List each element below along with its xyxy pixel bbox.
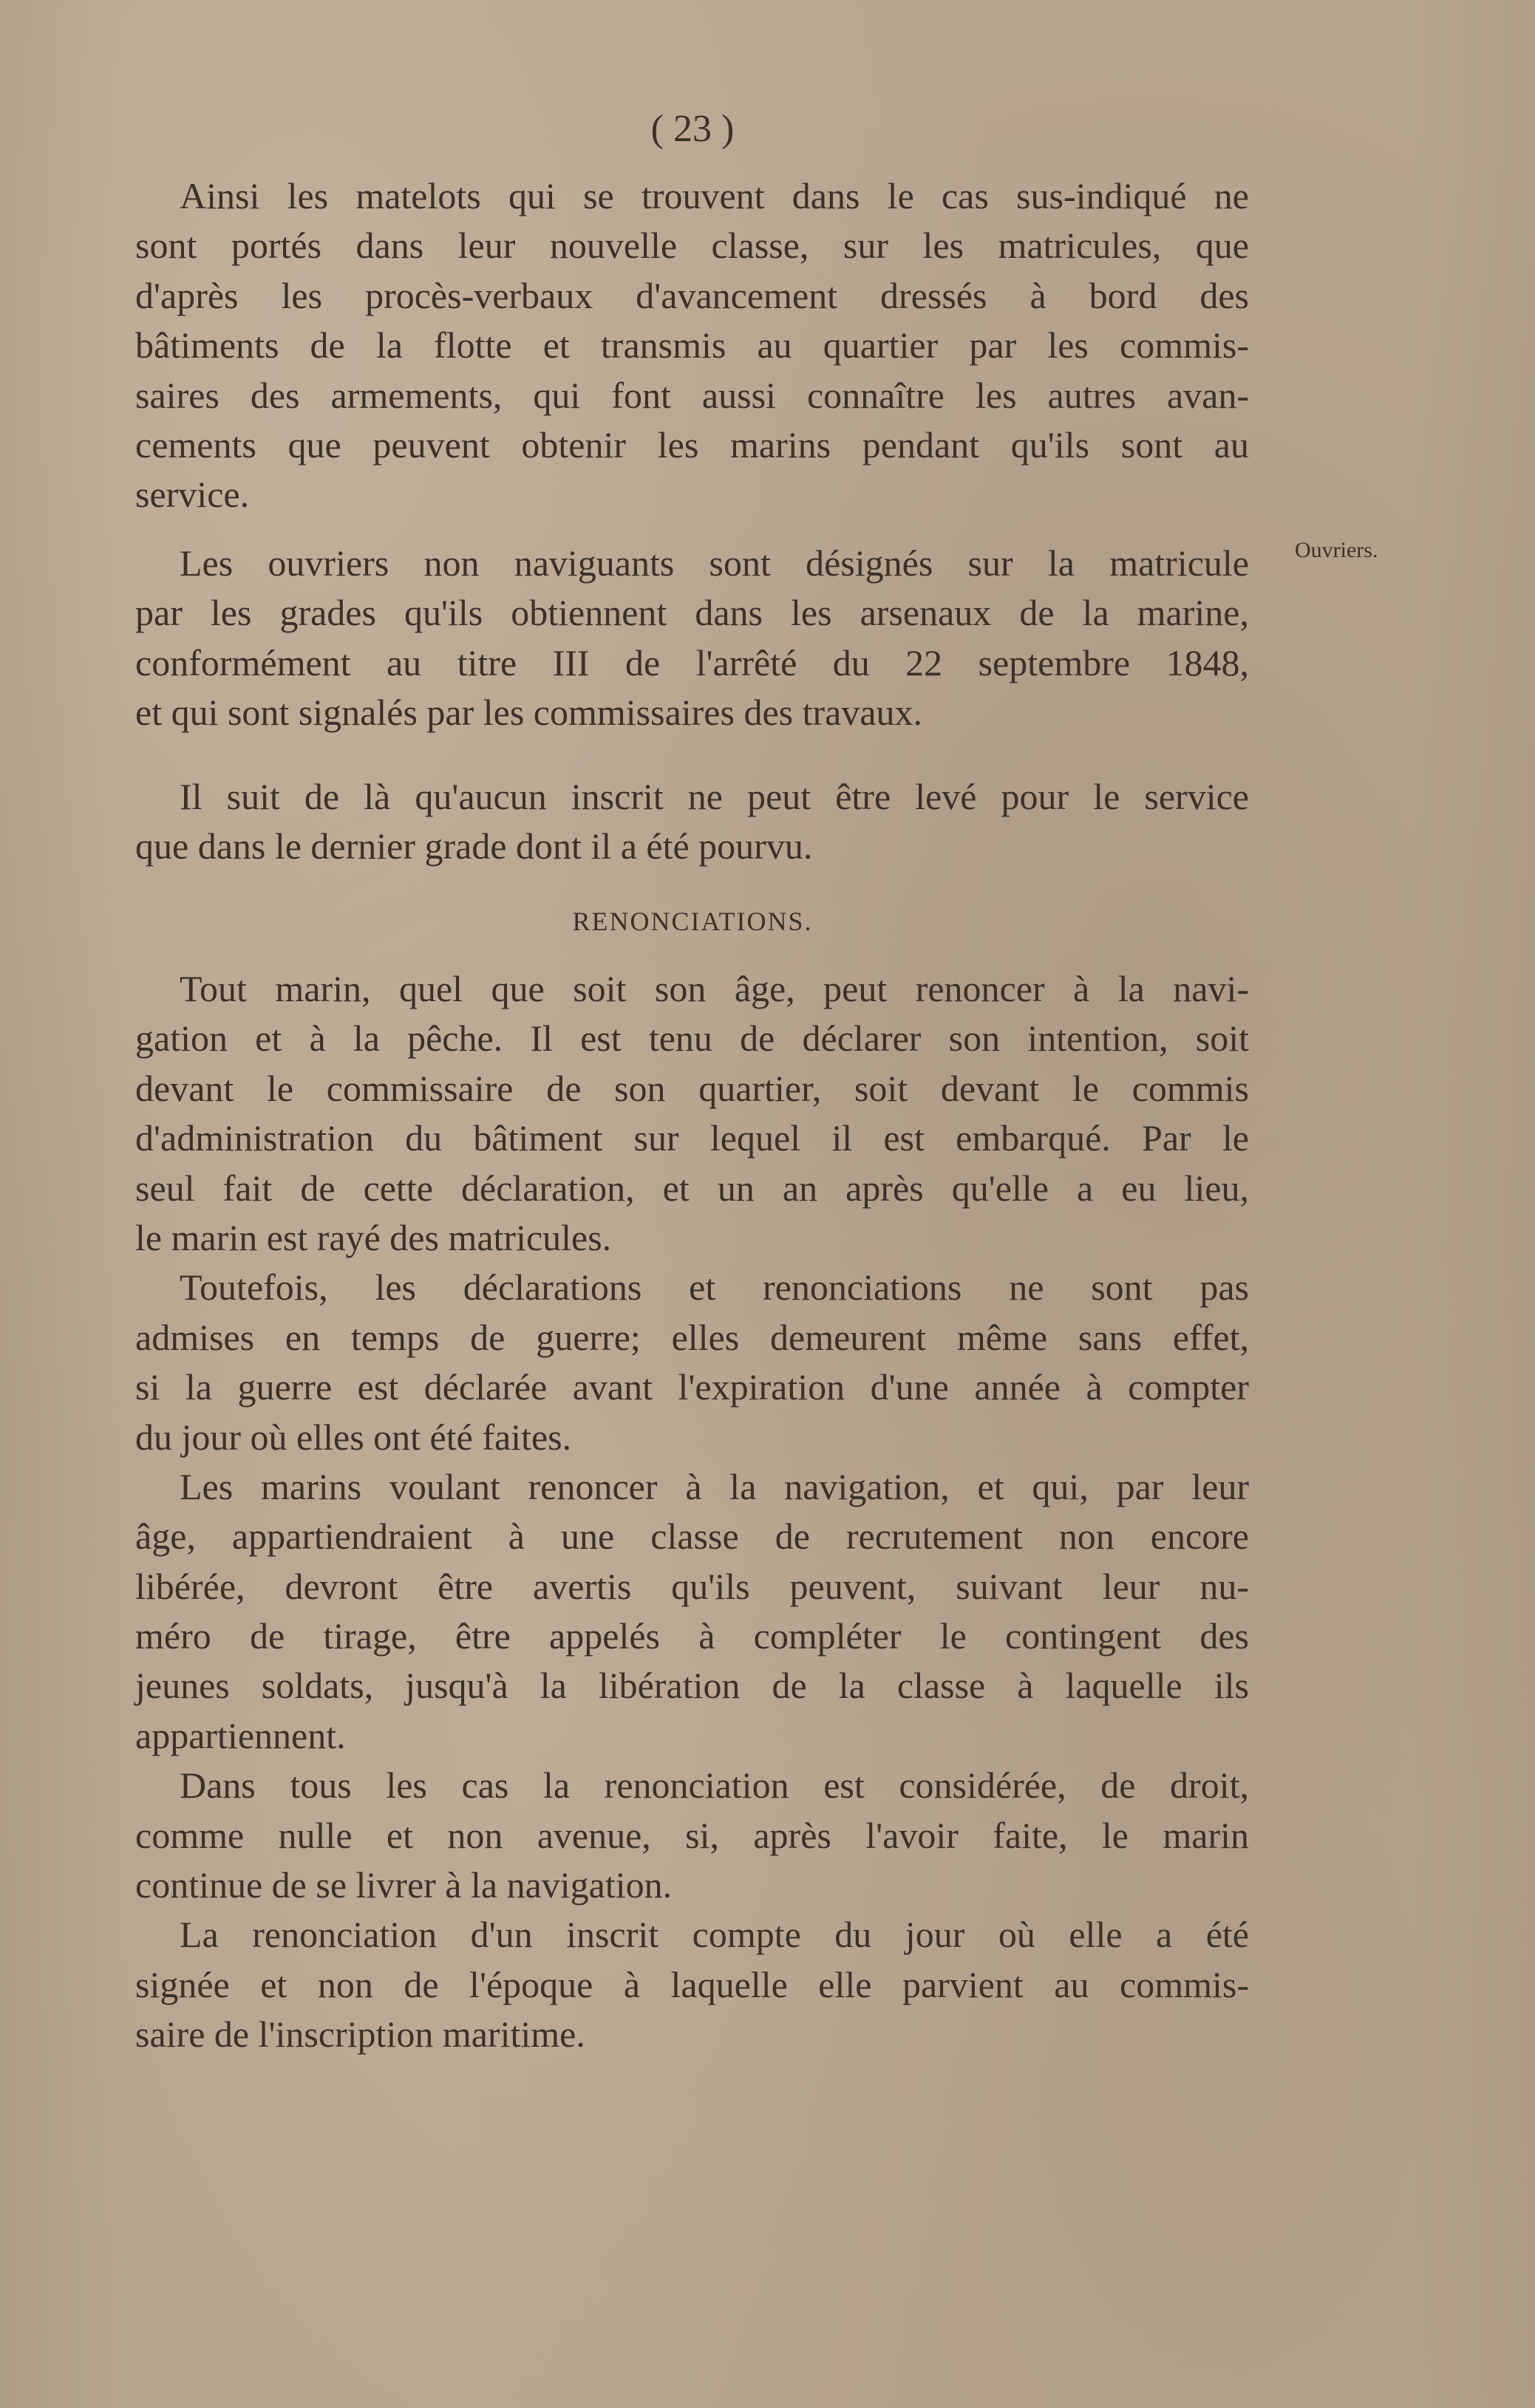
text-line: saires des armements, qui font aussi connaître les autres avan- <box>135 374 1249 416</box>
text-line: signée et non de l'époque à laquelle elle parvient au commis- <box>135 1963 1249 2005</box>
text-line: La renonciation d'un inscrit compte du jour où elle a été <box>180 1914 1249 1956</box>
text-line: admises en temps de guerre; elles demeurent même sans effet, <box>135 1316 1249 1358</box>
text-line: âge, appartiendraient à une classe de recrutement non encore <box>135 1515 1249 1558</box>
text-line: par les grades qu'ils obtiennent dans les arsenaux de la marine, <box>135 592 1249 634</box>
text-line: Toutefois, les déclarations et renonciations ne sont pas <box>180 1266 1249 1309</box>
margin-note: Ouvriers. <box>1295 538 1378 562</box>
text-line: Tout marin, quel que soit son âge, peut renoncer à la navi- <box>180 968 1249 1009</box>
text-line: d'après les procès-verbaux d'avancement dressés à bord des <box>135 274 1249 316</box>
text-block-2 <box>135 539 1249 738</box>
paragraph <box>135 171 1249 520</box>
text-line: Il suit de là qu'aucun inscrit ne peut être levé pour le service <box>180 776 1249 817</box>
paragraph <box>135 1910 1249 2059</box>
paragraph <box>135 539 1249 738</box>
text-block-1 <box>135 171 1249 520</box>
text-line: cements que peuvent obtenir les marins pendant qu'ils sont au <box>135 423 1249 465</box>
text-block-4 <box>135 964 1249 2060</box>
text-line: et qui sont signalés par les commissaires des travaux. <box>135 692 923 734</box>
paragraph <box>135 772 1249 872</box>
text-line: si la guerre est déclarée avant l'expiration d'une année à compter <box>135 1366 1249 1408</box>
text-line: saire de l'inscription maritime. <box>135 2013 585 2056</box>
text-line: appartiennent. <box>135 1714 346 1756</box>
paragraph <box>135 1263 1249 1462</box>
text-line: comme nulle et non avenue, si, après l'avoir faite, le marin <box>135 1814 1249 1856</box>
text-line: Les ouvriers non naviguants sont désignés sur la matricule <box>180 542 1249 584</box>
text-line: le marin est rayé des matricules. <box>135 1216 612 1258</box>
section-heading: RENONCIATIONS. <box>572 907 813 936</box>
page-number: ( 23 ) <box>650 108 735 150</box>
text-line: Ainsi les matelots qui se trouvent dans le cas sus-indiqué ne <box>180 175 1249 216</box>
text-line: conformément au titre III de l'arrêté du 22 septembre 1848, <box>135 641 1249 683</box>
text-line: service. <box>135 474 250 516</box>
paragraph <box>135 1462 1249 1761</box>
text-line: Dans tous les cas la renonciation est considérée, de droit, <box>180 1764 1249 1807</box>
text-line: du jour où elles ont été faites. <box>135 1416 572 1458</box>
paragraph <box>135 1761 1249 1910</box>
text-line: Les marins voulant renoncer à la navigation, et qui, par leur <box>180 1465 1249 1507</box>
text-line: continue de se livrer à la navigation. <box>135 1864 673 1906</box>
text-line: méro de tirage, être appelés à compléter le contingent des <box>135 1615 1249 1657</box>
text-line: que dans le dernier grade dont il a été pourvu. <box>135 825 813 867</box>
text-line: libérée, devront être avertis qu'ils peuvent, suivant leur nu- <box>135 1565 1249 1607</box>
text-line: sont portés dans leur nouvelle classe, sur les matricules, que <box>135 225 1249 267</box>
paragraph <box>135 964 1249 1263</box>
text-line: d'administration du bâtiment sur lequel il est embarqué. Par le <box>135 1117 1249 1159</box>
text-line: devant le commissaire de son quartier, soit devant le commis <box>135 1067 1249 1109</box>
text-line: jeunes soldats, jusqu'à la libération de la classe à laquelle ils <box>135 1665 1249 1707</box>
text-line: gation et à la pêche. Il est tenu de déclarer son intention, soit <box>135 1017 1249 1060</box>
text-line: bâtiments de la flotte et transmis au quartier par les commis- <box>135 324 1249 366</box>
text-block-3 <box>135 772 1249 872</box>
text-line: seul fait de cette déclaration, et un an après qu'elle a eu lieu, <box>135 1167 1249 1209</box>
